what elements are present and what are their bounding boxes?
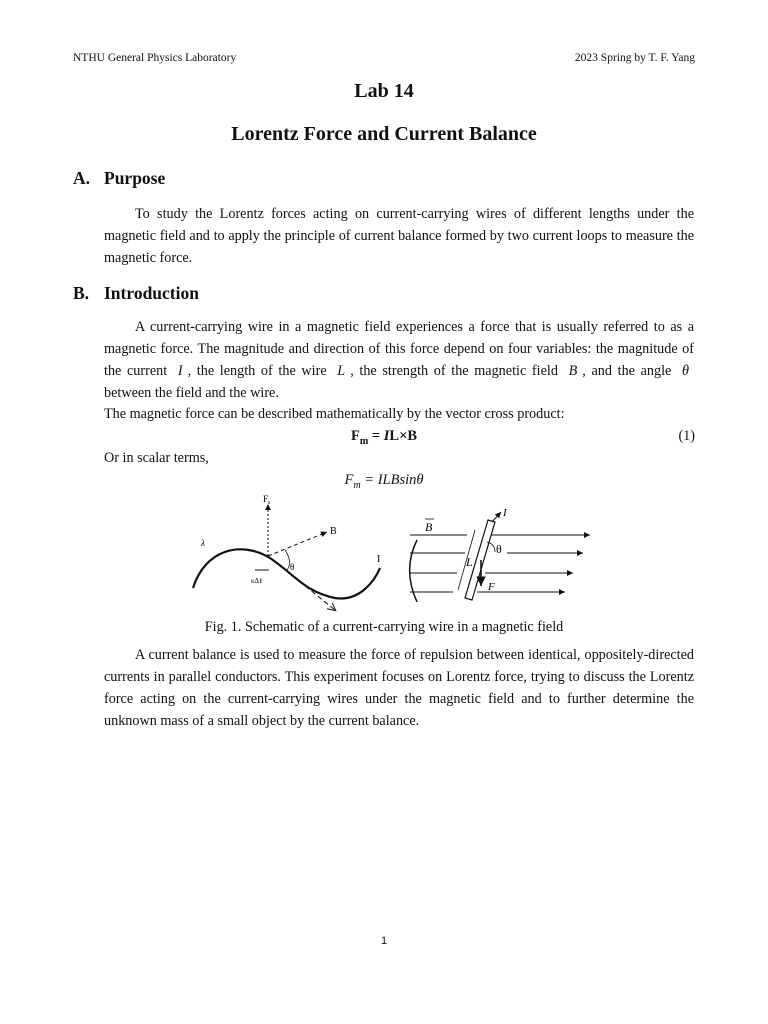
label-length: L	[466, 555, 473, 569]
label-segment: κΔℓ	[251, 577, 263, 585]
tangent-arrow	[268, 556, 335, 610]
section-b-heading	[73, 283, 199, 304]
variable-angle: θ	[682, 363, 690, 379]
eq-symbol: F	[344, 472, 354, 488]
section-title: Introduction	[104, 283, 199, 303]
text-run: , the strength of the magnetic field	[350, 363, 558, 379]
header-left: NTHU General Physics Laboratory	[73, 52, 237, 64]
section-number: B.	[73, 283, 90, 303]
intro-paragraph-3: Or in scalar terms,	[104, 450, 209, 466]
equation-vector	[0, 428, 768, 447]
right-diagram	[410, 507, 591, 602]
label-force: $F_s$	[263, 494, 271, 506]
page-number: 1	[380, 935, 388, 947]
left-diagram	[193, 494, 380, 610]
field-boundary	[410, 540, 418, 602]
label-force: F	[488, 581, 495, 593]
variable-current: I	[177, 363, 183, 379]
lab-title: Lorentz Force and Current Balance	[231, 123, 537, 145]
header-right: 2023 Spring by T. F. Yang	[574, 52, 695, 64]
curved-wire	[193, 549, 380, 598]
intro-paragraph-4: A current balance is used to measure the force of repulsion between identical, oppositely-directed currents in parallel conductors. This experiment focuses on Lorentz force, trying to discuss the Lorentz force acting on the current-carrying wires under the magnetic field and to further determine the unknown mass of a small object by the current balance.	[104, 647, 694, 729]
equation-number: (1)	[678, 428, 695, 444]
section-title: Purpose	[104, 168, 166, 188]
eq-symbol: I	[383, 428, 390, 444]
section-a-heading	[73, 168, 165, 189]
eq-symbol: F	[350, 428, 360, 444]
section-number: A.	[73, 168, 91, 188]
variable-field: B	[568, 363, 578, 379]
lab-number: Lab 14	[354, 80, 414, 102]
text-run: A current-carrying wire in a magnetic field experiences a force that is usually referred to as a magnetic force. The magnitude and direction of this force depend on four variables: the magnitude of the current	[104, 319, 694, 379]
text-run: , and the angle	[582, 363, 672, 379]
field-arrow	[268, 532, 327, 556]
intro-paragraph-1	[104, 316, 694, 404]
label-b-vector: B	[425, 520, 433, 534]
eq-symbol: L×B	[389, 428, 418, 444]
label-theta: θ	[290, 562, 295, 572]
purpose-paragraph: To study the Lorentz forces acting on current-carrying wires of different lengths under the magnetic field and to apply the principle of current balance formed by two current loops to measure the magnetic force.	[104, 206, 694, 266]
equation-scalar	[0, 472, 768, 491]
angle-arc	[285, 550, 290, 570]
label-current: I	[377, 554, 381, 565]
eq-subscript: m	[353, 479, 361, 491]
variable-length: L	[337, 363, 346, 379]
eq-symbol: =	[368, 428, 384, 444]
figure-caption: Fig. 1. Schematic of a current-carrying wire in a magnetic field	[204, 619, 564, 635]
text-run: , the length of the wire	[187, 363, 327, 379]
text-run: between the field and the wire.	[104, 385, 279, 401]
eq-symbol: = ILBsinθ	[360, 472, 424, 488]
label-b: B	[330, 526, 337, 537]
label-theta: θ	[496, 542, 502, 556]
eq-subscript: m	[359, 435, 369, 447]
label-current: I	[503, 507, 507, 519]
label-lambda: λ	[201, 538, 205, 548]
intro-paragraph-2: The magnetic force can be described mathematically by the vector cross product:	[104, 406, 565, 422]
current-arrow	[492, 512, 501, 522]
figure-schematic	[185, 490, 595, 618]
